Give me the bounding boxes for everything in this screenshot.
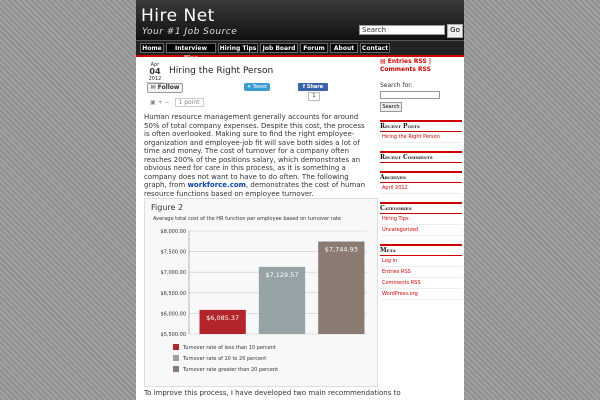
rss-separator: | [426, 58, 432, 65]
post-date-month: Apr [150, 62, 160, 68]
chart-svg [145, 199, 377, 386]
category-item[interactable]: Hiring Tips [380, 214, 462, 225]
bar-data-label: $7,744.93 [324, 245, 358, 254]
recent-comments-heading: Recent Comments [380, 151, 462, 163]
y-tick-label: $5,500.00 [160, 332, 186, 338]
recent-post-item[interactable]: Hiring the Right Person [380, 132, 462, 143]
facebook-icon: f [302, 84, 306, 90]
rss-comments-link[interactable]: Comments RSS [380, 66, 431, 73]
meta-item[interactable]: Entries RSS [380, 267, 462, 278]
bar [318, 242, 364, 334]
bird-icon: ✦ [246, 84, 252, 90]
turnover-cost-chart [144, 198, 378, 387]
legend-label: Turnover rate of 10 to 20 percent [183, 356, 267, 362]
post-body-part2: , demonstrates the cost of human resource functions based on employee turnover. [144, 181, 366, 198]
mail-icon: ✉ [150, 84, 156, 91]
vote-widget [150, 99, 204, 106]
nav-interview-tips[interactable]: Interview Tips [166, 43, 216, 53]
post-body-part1: Human resource management generally accounts for around 50% of total company expenses. Despite this cost, the process is often overlooked. Making sure to find the right employee-organization and employee-job fit will save both sides a lot of time and money. The cost of turnover for a company often reaches 200% of the positions salary, which demonstrates an obvious need for care in this process, as it is something a company does not want to have to do often. The following graph, from [144, 113, 365, 189]
nav-about[interactable]: About [330, 43, 358, 53]
legend-swatch [173, 344, 179, 350]
follow-label: Follow [157, 84, 180, 91]
archive-item[interactable]: April 2012 [380, 183, 462, 194]
bar-data-label: $6,085.37 [206, 313, 240, 322]
y-tick-label: $6,500.00 [160, 290, 186, 297]
meta-item[interactable]: Log in [380, 256, 462, 267]
site-title[interactable]: Hire Net [141, 6, 215, 26]
archives-heading: Archives [380, 171, 462, 183]
rss-entries-link[interactable]: Entries RSS [387, 58, 427, 65]
search-input[interactable]: Search [359, 25, 445, 35]
vote-up-icon[interactable]: + [157, 99, 163, 106]
nav-contact[interactable]: Contact [361, 45, 389, 52]
legend-label: Turnover rate of less than 10 percent [183, 345, 276, 351]
post-bottom-text: To improve this process, I have developed two main recommendations to [144, 389, 401, 397]
post-title[interactable]: Hiring the Right Person [169, 66, 274, 76]
post-date-year: 2012 [148, 76, 162, 82]
meta-heading: Meta [380, 244, 462, 256]
nav-forum[interactable]: Forum [300, 43, 328, 53]
nav-job-board[interactable]: Job Board [260, 43, 298, 53]
recent-posts-heading: Recent Posts [380, 120, 462, 132]
tweet-button[interactable] [244, 83, 270, 91]
legend-swatch [173, 366, 179, 372]
share-label: Share [306, 84, 324, 90]
search-go-button[interactable]: Go [447, 24, 463, 38]
sidebar-search-input[interactable] [380, 91, 440, 99]
category-item[interactable]: Uncategorized [380, 225, 462, 236]
bar-data-label: $7,129.57 [265, 270, 299, 279]
sidebar [380, 54, 462, 300]
legend-label: Turnover rate greater than 20 percent [183, 367, 279, 373]
post-date-day: 04 [149, 67, 161, 76]
site-tagline: Your #1 Job Source [142, 27, 238, 37]
share-button[interactable] [298, 83, 328, 91]
vote-down-icon[interactable]: − [164, 99, 170, 106]
tweet-label: Tweet [252, 84, 268, 90]
y-tick-label: $6,000.00 [160, 311, 186, 318]
chart-title: Average total cost of the HR function per employee based on turnover rate [153, 216, 341, 222]
meta-item[interactable]: Comments RSS [380, 278, 462, 289]
workforce-link[interactable]: workforce.com [187, 181, 246, 189]
nav-home[interactable]: Home [140, 43, 164, 53]
post-body [144, 113, 370, 198]
sidebar-search-button[interactable]: Search [380, 102, 402, 112]
follow-button[interactable] [147, 83, 183, 93]
rss-icon: ▤ [380, 58, 386, 65]
y-tick-label: $7,000.00 [160, 270, 186, 277]
nav-hiring-tips[interactable]: Hiring Tips [219, 45, 257, 52]
chart-figure-label: Figure 2 [151, 203, 184, 212]
y-tick-label: $8,000.00 [160, 229, 186, 235]
y-tick-label: $7,500.00 [160, 249, 186, 256]
vote-points: 1 point [175, 98, 204, 107]
site-header [136, 0, 464, 40]
categories-heading: Categories [380, 202, 462, 214]
share-count: 1 [308, 92, 320, 101]
vote-icon: ▣ [150, 99, 156, 106]
legend-swatch [173, 355, 179, 361]
meta-item[interactable]: WordPress.org [380, 289, 462, 300]
sidebar-search-label: Search for: [380, 82, 413, 89]
post-date [146, 62, 164, 83]
sidebar-rss-links [380, 58, 462, 74]
page-wrapper [136, 0, 464, 400]
